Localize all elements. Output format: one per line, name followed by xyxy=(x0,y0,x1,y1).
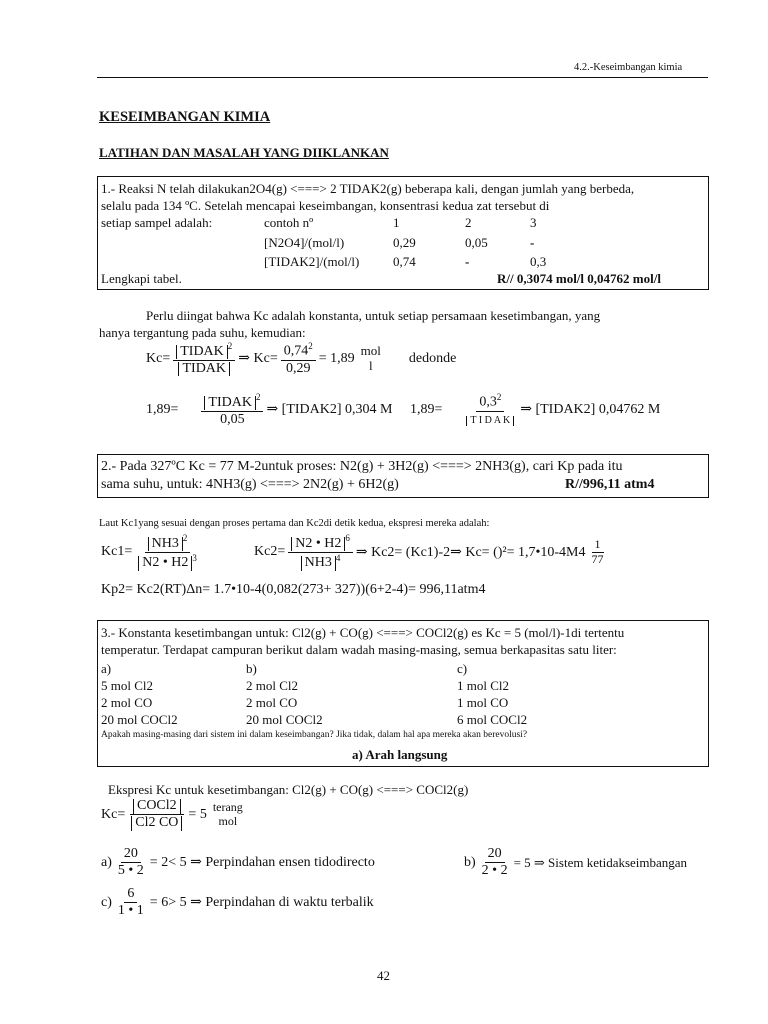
kc3-label: Kc= xyxy=(101,806,126,822)
case-b-result: = 5 ⇒ Sistem ketidakseimbangan xyxy=(513,854,688,870)
case-b-den: 2 • 2 xyxy=(481,863,508,879)
mixture-c-header: c) xyxy=(457,661,468,676)
case-c-den: 1 • 1 xyxy=(117,903,144,919)
table-cell: - xyxy=(465,254,470,269)
problem-3-line-1: 3.- Konstanta kesetimbangan untuk: Cl2(g) + CO(g) <===> COCl2(g) es Kc = 5 (mol/l)-1di tertentu xyxy=(101,625,625,640)
kc-fraction: $\frac{TIDAK ^2}{\text{TIDAK}}$ xyxy=(173,341,235,377)
kc3-unit-num: terang xyxy=(212,799,243,814)
equation-3-fraction: $\frac{0,3^2}{\text{T I D A K}}$ xyxy=(463,392,517,428)
table-cell: 0,74 xyxy=(393,254,416,269)
mixture-a-co: 2 mol CO xyxy=(101,695,153,710)
kc3-unit-den: mol xyxy=(218,813,238,828)
problem-3-line-2: temperatur. Terdapat campuran berikut dalam wadah masing-masing, semua berkapasitas satu liter: xyxy=(101,642,617,657)
kc1-equation xyxy=(101,533,200,572)
mixture-b-co: 2 mol CO xyxy=(246,695,298,710)
problem-3-question: Apakah masing-masing dari sistem ini dalam keseimbangan? Jika tidak, dalam hal apa mereka akan berevolusi? xyxy=(101,730,528,740)
equation-3 xyxy=(410,392,660,428)
kc-unit xyxy=(358,344,384,374)
mixture-a-cl2: 5 mol Cl2 xyxy=(101,678,154,693)
case-c-num: 6 xyxy=(124,886,137,903)
case-a-num: 20 xyxy=(121,846,141,863)
kc1-label: Kc1= xyxy=(101,544,133,560)
kc-equation-1 xyxy=(146,341,456,377)
case-c xyxy=(101,886,374,919)
kc2-fraction: $\frac{N2 • H2 ^6}{NH3 ^4}$ xyxy=(288,533,353,572)
page-title: KESEIMBANGAN KIMIA xyxy=(99,109,271,125)
equation-2-num: TIDAK xyxy=(204,396,256,411)
kc2-den: NH3 xyxy=(301,556,336,571)
kc3-result: = 5 xyxy=(188,806,207,822)
kc-equation-3 xyxy=(101,798,246,831)
solution-1-line-1: Perlu diingat bahwa Kc adalah konstanta, untuk setiap persamaan kesetimbangan, yang xyxy=(146,308,601,323)
table-cell: 0,3 xyxy=(530,254,547,269)
kc-value-den: 0,29 xyxy=(285,360,311,376)
kc2-inner-fraction xyxy=(589,538,607,567)
equation-2-result: ⇒ [TIDAK2] 0,304 M xyxy=(266,402,393,418)
equation-3-result: ⇒ [TIDAK2] 0,04762 M xyxy=(520,402,661,418)
kc-value-fraction: $\frac{0,74^2}{0,29}$ xyxy=(281,341,316,377)
table-col-2: 2 xyxy=(465,215,472,230)
table-col-1: 1 xyxy=(393,215,400,230)
equation-2 xyxy=(146,392,393,428)
problem-2-line-2: sama suhu, untuk: 4NH3(g) <===> 2N2(g) + 6H2(g) xyxy=(101,477,399,492)
table-cell: 0,29 xyxy=(393,235,416,250)
table-row-1-label: [N2O4]/(mol/l) xyxy=(264,235,345,250)
kc3-num: COCl2 xyxy=(133,799,181,814)
problem-3-answer: a) Arah langsung xyxy=(352,747,448,762)
kc2-label: Kc2= xyxy=(254,544,286,560)
kc-arrow: ⇒ Kc= xyxy=(238,351,278,367)
kc-denominator: TIDAK xyxy=(178,362,230,377)
case-a xyxy=(101,846,375,879)
case-c-label: c) xyxy=(101,894,112,910)
case-b-num: 20 xyxy=(485,846,505,863)
kc2-result: ⇒ Kc2= (Kc1)-2⇒ Kc= ()²= 1,7•10-4M4 xyxy=(355,544,586,560)
table-row-2-label: [TIDAK2]/(mol/l) xyxy=(264,254,360,269)
kc2-inner-den: 77 xyxy=(591,551,604,566)
case-c-result: = 6> 5 ⇒ Perpindahan di waktu terbalik xyxy=(149,895,374,911)
table-col-header: contoh nº xyxy=(264,215,314,230)
problem-2-line-1: 2.- Pada 327ºC Kc = 77 M-2untuk proses: N2(g) + 3H2(g) <===> 2NH3(g), cari Kp pada itu xyxy=(101,459,623,474)
table-col-3: 3 xyxy=(530,215,537,230)
table-cell: - xyxy=(530,235,535,250)
page-number: 42 xyxy=(377,968,390,983)
kc3-fraction xyxy=(128,798,185,831)
table-cell: 0,05 xyxy=(465,235,488,250)
mixture-a-header: a) xyxy=(101,661,112,676)
kc2-equation xyxy=(254,533,607,572)
kc3-den: Cl2 CO xyxy=(131,816,182,831)
mixture-c xyxy=(457,660,527,728)
equation-3-num: 0,3 xyxy=(479,394,497,410)
case-a-result: = 2< 5 ⇒ Perpindahan ensen tidodirecto xyxy=(149,855,375,871)
mixture-b xyxy=(246,660,323,728)
kc-unit-num: mol xyxy=(360,342,381,358)
mixture-b-cl2: 2 mol Cl2 xyxy=(246,678,299,693)
equation-3-lhs: 1,89= xyxy=(410,401,443,417)
kc-result: = 1,89 xyxy=(318,350,355,366)
kc2-num: N2 • H2 xyxy=(291,537,345,552)
case-a-fraction xyxy=(115,846,147,879)
case-a-label: a) xyxy=(101,854,112,870)
dedonde-text: dedonde xyxy=(408,350,457,366)
kc1-fraction: $\frac{NH3 ^2}{N2 • H2 ^3}$ xyxy=(135,533,200,572)
solution-3-line-1: Ekspresi Kc untuk kesetimbangan: Cl2(g) + CO(g) <===> COCl2(g) xyxy=(108,782,469,797)
equation-2-den: 0,05 xyxy=(220,411,245,427)
equation-3-den: T I D A K xyxy=(466,416,514,427)
problem-1-answer: R// 0,3074 mol/l 0,04762 mol/l xyxy=(497,271,661,286)
solution-1-line-2: hanya tergantung pada suhu, kemudian: xyxy=(99,325,306,340)
equation-2-lhs: 1,89= xyxy=(146,401,179,417)
kc-label: Kc= xyxy=(146,350,171,366)
case-a-den: 5 • 2 xyxy=(117,863,144,879)
problem-1-line-3: setiap sampel adalah: xyxy=(101,215,213,230)
mixture-c-cl2: 1 mol Cl2 xyxy=(457,678,510,693)
equation-2-fraction: $\frac{TIDAK ^2}{0,05}$ xyxy=(201,392,263,428)
mixture-a xyxy=(101,660,178,728)
mixture-b-cocl2: 20 mol COCl2 xyxy=(246,712,323,727)
kc2-inner-num: 1 xyxy=(592,538,604,553)
mixture-b-header: b) xyxy=(246,661,257,676)
kc1-den: N2 • H2 xyxy=(138,556,192,571)
kc-numerator: TIDAK xyxy=(176,345,228,360)
kc1-num: NH3 xyxy=(148,537,183,552)
mixture-c-co: 1 mol CO xyxy=(457,695,509,710)
page-subtitle: LATIHAN DAN MASALAH YANG DIIKLANKAN xyxy=(99,145,389,160)
kc3-unit xyxy=(210,801,246,829)
case-c-fraction xyxy=(115,886,147,919)
case-b xyxy=(464,846,687,879)
problem-1-line-1: 1.- Reaksi N telah dilakukan2O4(g) <===> 2 TIDAK2(g) beberapa kali, dengan jumlah yang berbeda, xyxy=(101,181,635,196)
kp-equation: Kp2= Kc2(RT)Δn= 1.7•10-4(0,082(273+ 327))(6+2-4)= 996,11atm4 xyxy=(101,582,486,597)
solution-2-line-1: Laut Kc1yang sesuai dengan proses pertama dan Kc2di detik kedua, ekspresi mereka adalah: xyxy=(99,518,490,529)
case-b-label: b) xyxy=(464,854,476,870)
problem-1-line-2: selalu pada 134 ºC. Setelah mencapai keseimbangan, konsentrasi kedua zat tersebut di xyxy=(101,198,550,213)
mixture-c-cocl2: 6 mol COCl2 xyxy=(457,712,528,727)
problem-1-complete: Lengkapi tabel. xyxy=(101,271,182,286)
case-b-fraction xyxy=(479,846,511,879)
mixture-a-cocl2: 20 mol COCl2 xyxy=(101,712,178,727)
section-header: 4.2.-Keseimbangan kimia xyxy=(574,62,683,73)
kc-value-num: 0,74 xyxy=(283,343,309,359)
header-rule xyxy=(97,77,708,78)
problem-2-answer: R//996,11 atm4 xyxy=(565,477,655,492)
kc-unit-den: l xyxy=(368,357,373,373)
